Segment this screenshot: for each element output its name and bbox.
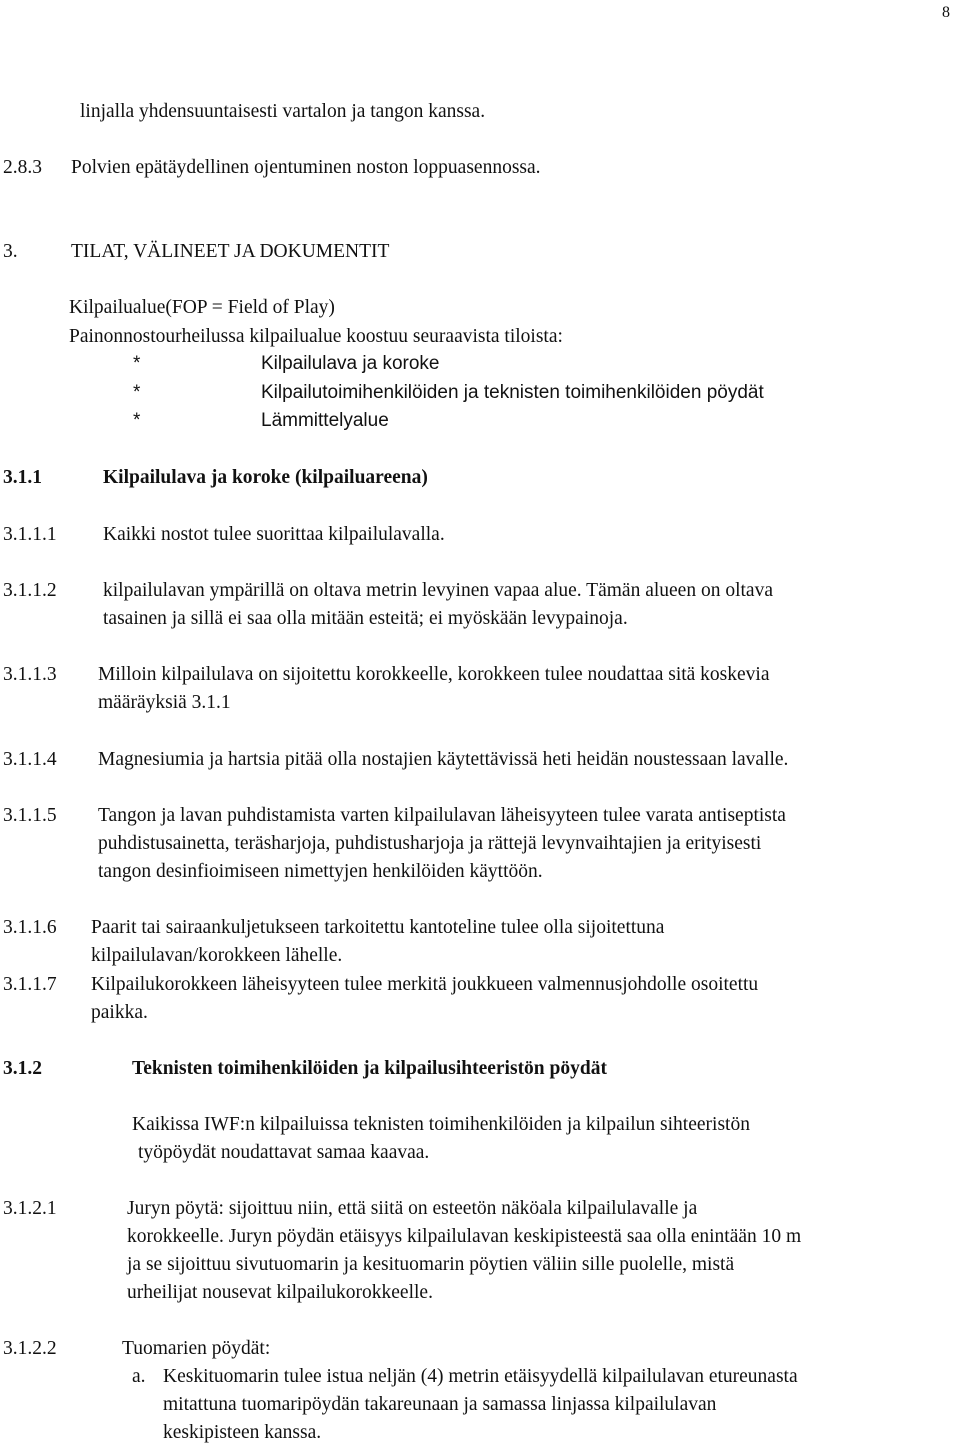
item-text: Polvien epätäydellinen ojentuminen noston loppuasennossa.	[71, 157, 541, 178]
bullet-symbol: *	[133, 353, 141, 374]
item-text: Paarit tai sairaankuljetukseen tarkoitettu kantoteline tulee olla sijoitettuna	[91, 917, 665, 938]
item-text: mitattuna tuomaripöydän takareunaan ja samassa linjassa kilpailulavan	[163, 1394, 717, 1415]
page-number: 8	[942, 4, 950, 21]
item-title: Tuomarien pöydät:	[122, 1338, 271, 1359]
subsection-number: 3.1.1	[3, 467, 42, 488]
item-text: kilpailulavan/korokkeen lähelle.	[91, 945, 343, 966]
sub-item-label: a.	[132, 1366, 146, 1387]
item-number: 3.1.1.1	[3, 524, 57, 545]
item-text: Tangon ja lavan puhdistamista varten kilpailulavan läheisyyteen tulee varata antiseptista	[98, 805, 786, 826]
intro-line: Kaikissa IWF:n kilpailuissa teknisten toimihenkilöiden ja kilpailun sihteeristön	[132, 1114, 750, 1135]
item-text: Kilpailukorokkeen läheisyyteen tulee merkitä joukkueen valmennusjohdolle osoitettu	[91, 974, 759, 995]
item-number: 2.8.3	[3, 157, 42, 178]
item-number: 3.1.1.6	[3, 917, 57, 938]
fop-intro: Painonnostourheilussa kilpailualue koostuu seuraavista tiloista:	[69, 326, 563, 347]
subsection-title: Teknisten toimihenkilöiden ja kilpailusihteeristön pöydät	[132, 1058, 607, 1079]
item-text: määräyksiä 3.1.1	[98, 692, 231, 713]
bullet-item: Kilpailulava ja koroke	[261, 353, 440, 374]
subsection-title: Kilpailulava ja koroke (kilpailuareena)	[103, 467, 428, 488]
bullet-symbol: *	[133, 382, 141, 403]
item-text: keskipisteen kanssa.	[163, 1422, 322, 1443]
item-text: kilpailulavan ympärillä on oltava metrin levyinen vapaa alue. Tämän alueen on oltava	[103, 580, 773, 601]
item-number: 3.1.2.2	[3, 1338, 57, 1359]
item-text: Kaikki nostot tulee suorittaa kilpailulavalla.	[103, 524, 445, 545]
item-text: Magnesiumia ja hartsia pitää olla nostajien käytettävissä heti heidän noustessaan lavalle.	[98, 749, 789, 770]
item-text: puhdistusainetta, teräsharjoja, puhdistusharjoja ja rättejä levynvaihtajien ja erityisesti	[98, 833, 762, 854]
bullet-item: Kilpailutoimihenkilöiden ja teknisten toimihenkilöiden pöydät	[261, 382, 764, 403]
item-text: Keskituomarin tulee istua neljän (4) metrin etäisyydellä kilpailulavan etureunasta	[163, 1366, 798, 1387]
item-number: 3.1.1.3	[3, 664, 57, 685]
item-text: korokkeelle. Juryn pöydän etäisyys kilpailulavan keskipisteestä saa olla enintään 10 m	[127, 1226, 802, 1247]
item-text: Milloin kilpailulava on sijoitettu korokkeelle, korokkeen tulee noudattaa sitä koskevia	[98, 664, 770, 685]
item-number: 3.1.1.7	[3, 974, 57, 995]
bullet-item: Lämmittelyalue	[261, 410, 389, 431]
item-number: 3.1.1.2	[3, 580, 57, 601]
item-text: urheilijat nousevat kilpailukorokkeelle.	[127, 1282, 433, 1303]
fop-heading: Kilpailualue(FOP = Field of Play)	[69, 297, 335, 318]
item-text: tangon desinfioimiseen nimettyjen henkilöiden käyttöön.	[98, 861, 543, 882]
item-text: Juryn pöytä: sijoittuu niin, että siitä on esteetön näköala kilpailulavalle ja	[127, 1198, 698, 1219]
section-number: 3.	[3, 241, 18, 262]
item-number: 3.1.2.1	[3, 1198, 57, 1219]
bullet-symbol: *	[133, 410, 141, 431]
subsection-number: 3.1.2	[3, 1058, 42, 1079]
item-text: paikka.	[91, 1002, 148, 1023]
item-text: tasainen ja sillä ei saa olla mitään esteitä; ei myöskään levypainoja.	[103, 608, 628, 629]
item-text: ja se sijoittuu sivutuomarin ja kesituomarin pöytien väliin sille puolelle, mistä	[127, 1254, 735, 1275]
intro-line: työpöydät noudattavat samaa kaavaa.	[138, 1142, 430, 1163]
item-number: 3.1.1.5	[3, 805, 57, 826]
item-number: 3.1.1.4	[3, 749, 57, 770]
intro-line: linjalla yhdensuuntaisesti vartalon ja tangon kanssa.	[80, 101, 486, 122]
section-title: TILAT, VÄLINEET JA DOKUMENTIT	[71, 241, 390, 262]
